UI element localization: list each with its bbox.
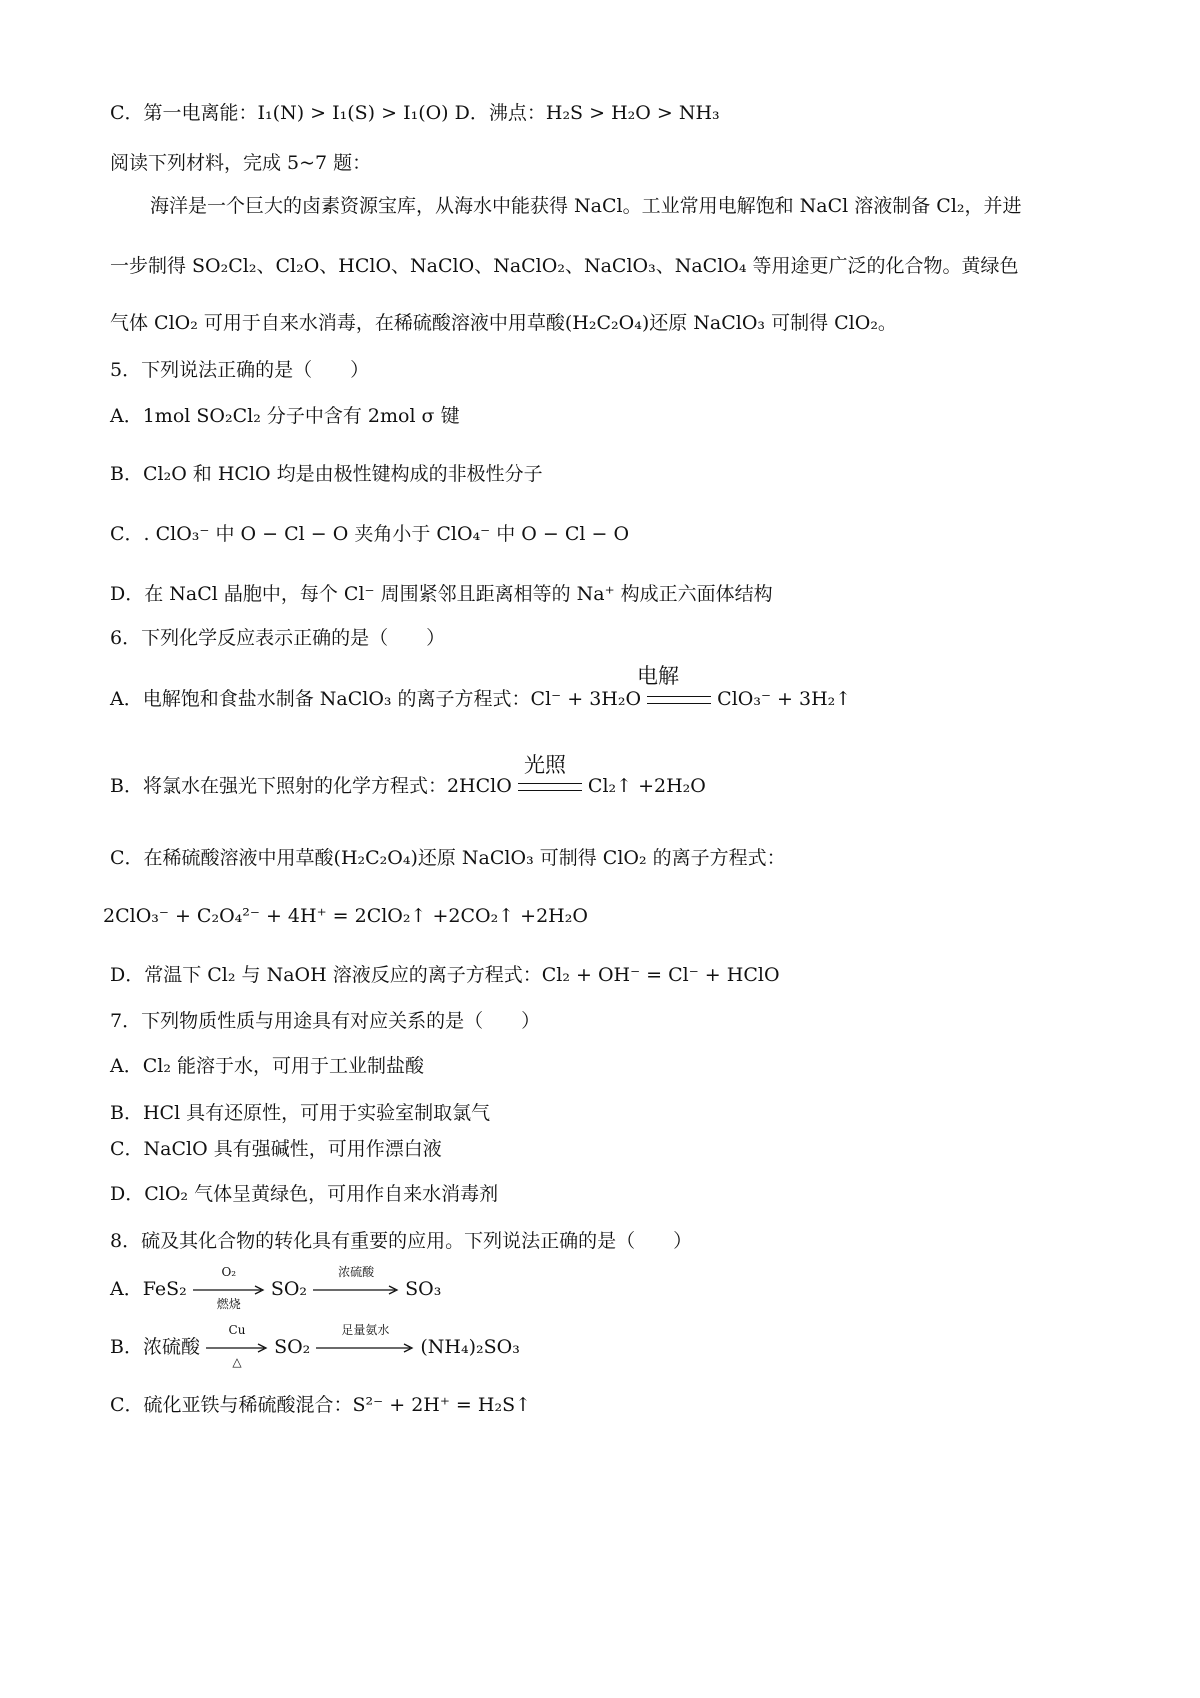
reaction-arrow-1 bbox=[206, 1323, 268, 1369]
equation-left: A．电解饱和食盐水制备 NaClO₃ 的离子方程式：Cl⁻ + 3H₂O bbox=[110, 688, 642, 710]
arrow-condition-over: 足量氨水 bbox=[341, 1323, 390, 1337]
product: (NH₄)₂SO₃ bbox=[420, 1336, 520, 1358]
material-paragraph-line-2: 一步制得 SO₂Cl₂、Cl₂O、HClO、NaClO、NaClO₂、NaClO₃、NaClO₄ 等用途更广泛的化合物。黄绿色 bbox=[110, 255, 1019, 277]
condition-light: 光照 bbox=[524, 753, 566, 777]
question-7-option-c: C．NaClO 具有强碱性，可用作漂白液 bbox=[110, 1138, 442, 1160]
reactant: B．浓硫酸 bbox=[110, 1336, 200, 1358]
question-8-option-a bbox=[110, 1265, 442, 1311]
question-7-option-d: D．ClO₂ 气体呈黄绿色，可用作自来水消毒剂 bbox=[110, 1183, 499, 1205]
question-6-option-d: D．常温下 Cl₂ 与 NaOH 溶液反应的离子方程式：Cl₂ + OH⁻ = Cl⁻ + HClO bbox=[110, 964, 780, 986]
condition-electrolysis: 电解 bbox=[637, 664, 679, 688]
question-5-stem: 5．下列说法正确的是（ ） bbox=[110, 359, 370, 381]
product: SO₃ bbox=[405, 1278, 442, 1300]
reaction-arrow-2 bbox=[316, 1323, 414, 1358]
material-paragraph-line-1: 海洋是一个巨大的卤素资源宝库，从海水中能获得 NaCl。工业常用电解饱和 NaCl 溶液制备 Cl₂，并进 bbox=[150, 195, 1022, 217]
question-7-option-a: A．Cl₂ 能溶于水，可用于工业制盐酸 bbox=[110, 1055, 424, 1077]
arrow-condition-under: △ bbox=[232, 1355, 242, 1369]
arrow-condition-over: 浓硫酸 bbox=[338, 1265, 375, 1279]
intermediate: SO₂ bbox=[274, 1336, 311, 1358]
equation-left: B．将氯水在强光下照射的化学方程式：2HClO bbox=[110, 775, 512, 797]
question-6-option-b bbox=[110, 773, 706, 799]
arrow-condition-over: Cu bbox=[228, 1323, 246, 1337]
equals-arrow bbox=[518, 783, 582, 791]
question-5-option-a: A．1mol SO₂Cl₂ 分子中含有 2mol σ 键 bbox=[110, 405, 460, 427]
question-6-option-a bbox=[110, 686, 851, 712]
question-8-option-c: C．硫化亚铁与稀硫酸混合：S²⁻ + 2H⁺ = H₂S↑ bbox=[110, 1394, 532, 1416]
reaction-arrow-2 bbox=[313, 1265, 399, 1300]
equation-right: Cl₂↑ +2H₂O bbox=[587, 775, 706, 797]
question-6-option-c: C．在稀硫酸溶液中用草酸(H₂C₂O₄)还原 NaClO₃ 可制得 ClO₂ 的离子方程式： bbox=[110, 847, 786, 869]
question-5-option-c: C．. ClO₃⁻ 中 O − Cl − O 夹角小于 ClO₄⁻ 中 O − Cl − O bbox=[110, 523, 630, 545]
question-8-option-b bbox=[110, 1323, 520, 1369]
reaction-arrow-1 bbox=[193, 1265, 265, 1311]
question-7-stem: 7．下列物质性质与用途具有对应关系的是（ ） bbox=[110, 1010, 541, 1032]
reactant: A．FeS₂ bbox=[110, 1278, 187, 1300]
arrow-condition-under: 燃烧 bbox=[216, 1297, 241, 1311]
arrow-right-icon bbox=[313, 1280, 399, 1300]
question-5-option-d: D．在 NaCl 晶胞中，每个 Cl⁻ 周围紧邻且距离相等的 Na⁺ 构成正六面体结构 bbox=[110, 583, 773, 605]
arrow-condition-over: O₂ bbox=[221, 1265, 237, 1279]
question-5-option-b: B．Cl₂O 和 HClO 均是由极性键构成的非极性分子 bbox=[110, 463, 543, 485]
question-6-option-c-equation: 2ClO₃⁻ + C₂O₄²⁻ + 4H⁺ = 2ClO₂↑ +2CO₂↑ +2H₂O bbox=[103, 905, 588, 927]
arrow-right-icon bbox=[316, 1338, 414, 1358]
question-7-option-b: B．HCl 具有还原性，可用于实验室制取氯气 bbox=[110, 1102, 491, 1124]
equation-right: ClO₃⁻ + 3H₂↑ bbox=[717, 688, 852, 710]
intermediate: SO₂ bbox=[270, 1278, 308, 1300]
option-c-ionization-energy: C．第一电离能：I₁(N) > I₁(S) > I₁(O) D．沸点：H₂S > H₂O > NH₃ bbox=[110, 102, 720, 124]
question-6-stem: 6．下列化学反应表示正确的是（ ） bbox=[110, 627, 446, 649]
material-paragraph-line-3: 气体 ClO₂ 可用于自来水消毒，在稀硫酸溶液中用草酸(H₂C₂O₄)还原 NaClO₃ 可制得 ClO₂。 bbox=[110, 312, 897, 334]
equals-arrow bbox=[647, 696, 711, 704]
reading-instruction: 阅读下列材料，完成 5~7 题： bbox=[110, 152, 372, 174]
question-8-stem: 8．硫及其化合物的转化具有重要的应用。下列说法正确的是（ ） bbox=[110, 1230, 693, 1252]
